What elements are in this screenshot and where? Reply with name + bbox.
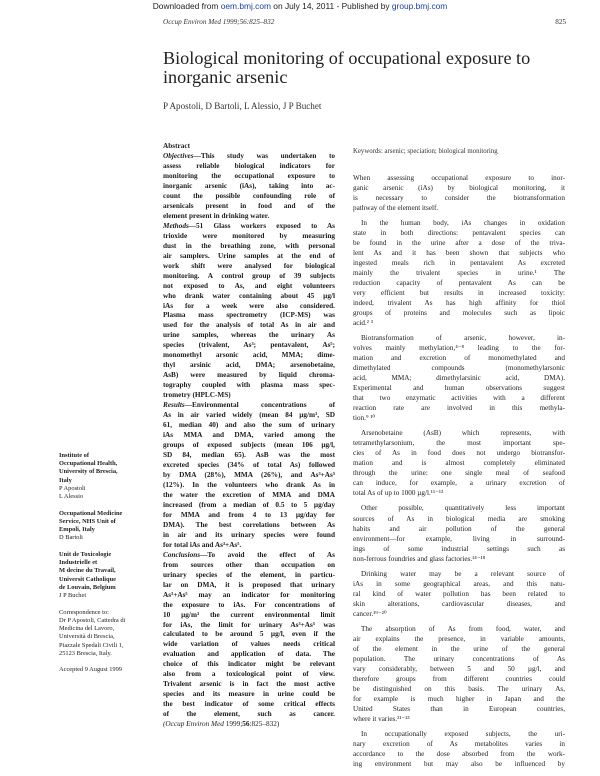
- abstract-line: [163, 292, 335, 302]
- abstract-line: [163, 451, 335, 461]
- download-banner: Downloaded from oem.bmj.com on July 14, 2011 - Published by group.bmj.com: [152, 1, 448, 11]
- abstract-line: [163, 222, 335, 232]
- affiliation-institution: Empoli, Italy: [59, 526, 95, 534]
- affiliation-block: [59, 666, 156, 674]
- affiliation-institution: Institute of: [59, 452, 89, 459]
- abstract-text: the best indicator of some critical effects: [163, 700, 335, 709]
- body-line: can induce, for example, a urinary excretion of: [353, 479, 565, 488]
- body-line: through the urine: one single meal of seafood: [353, 469, 565, 478]
- abstract-text: Trivalent arsenic is in fact the most active: [163, 680, 335, 689]
- affiliation-block: [59, 452, 156, 501]
- affiliation-institution: University of Brescia,: [59, 468, 118, 476]
- abstract-line: [163, 232, 335, 242]
- abstract-text: lar on DMA, it is proposed that urinary: [163, 580, 335, 589]
- abstract-text: work shift were analysed for biological: [163, 261, 335, 270]
- affiliation-text: Accepted 9 August 1999: [59, 666, 123, 674]
- affiliation-institution: Unit de Toxicologie: [59, 551, 112, 559]
- abstract-text: 10 µg/m³ the current environmental limit: [163, 610, 335, 619]
- abstract-text: —51 Glass workers exposed to As: [188, 221, 335, 230]
- abstract-text: calculated to be around 5 µg/l, even if the: [163, 630, 335, 639]
- affiliation-institution: de Louvain, Belgium: [59, 583, 116, 591]
- abstract-text: groups of exposed subjects (mean 106 µg/l,: [163, 441, 335, 450]
- abstract-text: 1999;: [223, 720, 243, 729]
- body-line: nary excretion of As metabolites varies in: [353, 739, 565, 748]
- body-line: be found in the urine after a dose of the triva-: [353, 239, 565, 248]
- abstract-line: [163, 321, 335, 331]
- abstract-line: [163, 441, 335, 451]
- abstract-text: choice of this indicator might be relevant: [163, 660, 335, 669]
- body-line: for example is much higher in Japan and the: [353, 694, 565, 703]
- abstract-text: assess reliable biological indicators for: [163, 161, 335, 170]
- affiliation-block: [59, 609, 156, 658]
- abstract-text: iAs MMA and DMA, varied among the: [163, 431, 335, 440]
- title-line: Biological monitoring of occupational exposure to: [163, 48, 531, 68]
- keywords: Keywords: arsenic; speciation; biological monitoring: [353, 148, 498, 155]
- body-line: environment—for example, living in surround-: [353, 534, 565, 543]
- affiliation-text: J P Buchet: [59, 592, 87, 600]
- abstract-text: for iAs, the limit for urinary As³+As⁵ was: [163, 620, 335, 629]
- affiliation-block: [59, 551, 156, 600]
- affiliations: [59, 452, 156, 683]
- abstract-line: [163, 660, 335, 670]
- page-number: 825: [555, 18, 566, 26]
- affiliation-text: Correspondence to:: [59, 608, 109, 616]
- abstract-text: thyl arsinic acid, DMA; arsenobetaine,: [163, 361, 335, 370]
- abstract-text: iAs for a week were also considered.: [163, 301, 335, 310]
- abstract-line: [163, 521, 335, 531]
- body-line: sources of As in biological media are smoking: [353, 514, 565, 523]
- affiliation-institution: Service, NHS Unit of: [59, 517, 116, 525]
- abstract-text: monitoring the occupational exposure to: [163, 171, 335, 180]
- body-line: ingested meals rich in pentavalent As excreted: [353, 259, 565, 268]
- abstract-text: tography coupled with plasma mass spec-: [163, 381, 335, 390]
- group-bmj-link[interactable]: group.bmj.com: [391, 1, 448, 11]
- body-line: iAs in some geographical areas, and this natu-: [353, 579, 565, 588]
- abstract-text: from sources other than occupation on: [163, 560, 335, 569]
- body-line: where it varies.²¹⁻²³: [353, 714, 410, 723]
- abstract-text: monitoring. A control group of 39 subjects: [163, 271, 335, 280]
- abstract-line: [163, 282, 335, 292]
- abstract-line: [163, 680, 335, 690]
- abstract: [163, 142, 335, 730]
- abstract-text: —This study was undertaken to: [193, 151, 335, 160]
- body-line: When assessing occupational exposure to inor-: [353, 174, 565, 182]
- affiliation-institution: Occupational Medicine: [59, 509, 123, 517]
- abstract-line: [163, 720, 335, 730]
- affiliation-text: Medicina del Lavoro,: [59, 625, 115, 633]
- body-line: reduction capacity of pentavalent As can be: [353, 279, 565, 288]
- abstract-text: (12%). In the volunteers who drank As in: [163, 480, 335, 489]
- affiliation-text: Piazzale Spedali Civili 1,: [59, 641, 124, 649]
- abstract-text: arsenicals present in food and of the: [163, 201, 335, 210]
- body-line: population. The urinary concentrations of As: [353, 654, 565, 663]
- abstract-line: [163, 471, 335, 481]
- abstract-line: [163, 341, 335, 351]
- body-line: acid.² ³: [353, 319, 373, 328]
- body-line: skin alterations, cardiovascular diseases, and: [353, 599, 565, 608]
- abstract-line: [163, 491, 335, 501]
- abstract-text: (Occup Environ Med: [163, 720, 224, 729]
- abstract-text: for MMA and from 4 to 13 µg/day for: [163, 510, 335, 519]
- body-line: mation and is almost completely eliminated: [353, 459, 565, 468]
- abstract-line: [163, 501, 335, 511]
- abstract-line: [163, 551, 335, 561]
- body-line: is necessary to consider the biotransformation: [353, 194, 565, 203]
- abstract-line: [163, 650, 335, 660]
- abstract-line: [163, 252, 335, 262]
- oem-link[interactable]: oem.bmj.com: [220, 1, 271, 11]
- abstract-text: —Environmental concentrations of: [184, 401, 335, 410]
- abstract-line: [163, 202, 335, 212]
- abstract-line: [163, 401, 335, 411]
- body-line: lent As and it has been shown that subjects who: [353, 249, 565, 258]
- body-text: [353, 173, 565, 769]
- abstract-line: [163, 511, 335, 521]
- affiliation-institution: Industrielle et: [59, 559, 98, 567]
- abstract-text: count the possible confounding role of: [163, 191, 335, 200]
- abstract-text: who drank water containing about 45 µg/l: [163, 291, 335, 300]
- abstract-line: [163, 630, 335, 640]
- abstract-line: [163, 700, 335, 710]
- abstract-body: [163, 152, 335, 730]
- body-line: total As of up to 1000 µg/l.¹¹⁻¹³: [353, 489, 444, 498]
- abstract-text: trioxide were monitored by measuring: [163, 231, 335, 240]
- abstract-text: evaluation and application of data. The: [163, 650, 335, 659]
- body-line: ing environment but may also be influenced by: [353, 759, 565, 768]
- abstract-line: [163, 381, 335, 391]
- abstract-line: [163, 640, 335, 650]
- body-line: ral kind of water pollution has been related to: [353, 589, 565, 598]
- affiliation-block: [59, 510, 156, 543]
- abstract-text: the exposure to iAs. For concentrations of: [163, 600, 335, 609]
- affiliation-institution: Occupational Health,: [59, 460, 118, 468]
- body-line: Arsenobetaine (AsB) which represents, with: [361, 429, 565, 438]
- body-line: groups of proteins and molecules such as lipoic: [353, 309, 565, 318]
- body-line: that two enzymatic activities with a different: [353, 394, 565, 403]
- body-line: non-ferrous foundries and glass factories.¹⁴⁻¹⁸: [353, 554, 486, 563]
- abstract-line: [163, 601, 335, 611]
- abstract-line: [163, 351, 335, 361]
- abstract-text: also from a toxicological point of view.: [163, 670, 335, 679]
- abstract-text: inorganic arsenic (iAs), taking into ac-: [163, 181, 335, 190]
- abstract-line: [163, 162, 335, 172]
- abstract-text: wide variation of values needs critical: [163, 640, 335, 649]
- abstract-line: [163, 581, 335, 591]
- body-line: tion.⁹ ¹⁰: [353, 414, 376, 423]
- abstract-line: [163, 431, 335, 441]
- body-line: dimethylated compounds (monomethylarsonic: [353, 364, 565, 373]
- abstract-text: 56: [242, 720, 250, 729]
- abstract-text: monomethyl arsonic acid, MMA; dime-: [163, 351, 335, 360]
- body-line: state in both directions: pentavalent species can: [353, 229, 565, 238]
- affiliation-institution: M decine du Travail,: [59, 567, 116, 575]
- author-list: P Apostoli, D Bartoli, L Alessio, J P Buchet: [163, 101, 322, 111]
- body-line: In the human body, iAs changes in oxidation: [361, 219, 565, 228]
- abstract-section-heading: Objectives: [163, 151, 194, 160]
- body-line: In occupationally exposed subjects, the uri-: [361, 729, 565, 738]
- body-line: vary considerably, between 5 and 50 µg/l, and: [353, 664, 565, 673]
- abstract-line: [163, 591, 335, 601]
- body-line: of the element in the urine of the general: [353, 644, 565, 653]
- affiliation-text: Dr P Apostoli, Cattedra di: [59, 616, 126, 624]
- abstract-line: [163, 411, 335, 421]
- abstract-text: SD 84, median 65). AsB was the most: [163, 451, 335, 460]
- abstract-line: [163, 710, 335, 720]
- abstract-line: [163, 331, 335, 341]
- abstract-line: [163, 611, 335, 621]
- body-line: United States than in European countries,: [353, 704, 565, 713]
- affiliation-text: D Bartoli: [59, 534, 83, 542]
- abstract-line: [163, 670, 335, 680]
- abstract-text: not exposed to As, and eight volunteers: [163, 281, 335, 290]
- body-line: Biotransformation of arsenic, however, in-: [361, 334, 565, 343]
- body-line: habits and air pollution of the general: [353, 524, 565, 533]
- body-line: mation and excretion of monomethylated and: [353, 354, 565, 363]
- affiliation-text: P Apostoli: [59, 484, 86, 492]
- body-line: mainly the trivalent species in urine.¹ The: [353, 269, 565, 278]
- abstract-text: of the element, such as cancer.: [163, 710, 335, 719]
- affiliation-text: 25123 Brescia, Italy.: [59, 649, 112, 657]
- body-line: therefore groups from different countries could: [353, 674, 565, 683]
- abstract-section-heading: Methods: [163, 221, 189, 230]
- abstract-heading: Abstract: [163, 142, 190, 150]
- affiliation-institution: Italy: [59, 476, 72, 484]
- body-line: cies of As in food does not undergo biotransfor-: [353, 449, 565, 458]
- abstract-text: trometry (HPLC-MS): [163, 391, 231, 400]
- body-line: The absorption of As from food, water, and: [361, 624, 565, 633]
- body-line: Drinking water may be a relevant source of: [361, 569, 565, 578]
- abstract-text: the water the excretion of MMA and DMA: [163, 490, 335, 499]
- abstract-text: AsB) were measured by liquid chroma-: [163, 371, 335, 380]
- body-line: Other possible, quantitatively less important: [361, 504, 565, 513]
- abstract-line: [163, 172, 335, 182]
- abstract-line: [163, 461, 335, 471]
- body-line: ings of some industrial settings such as: [353, 544, 565, 553]
- abstract-text: in air and its urinary species were found: [163, 530, 335, 539]
- abstract-text: species and its measure in urine could be: [163, 690, 335, 699]
- abstract-line: [163, 561, 335, 571]
- abstract-text: element present in drinking water.: [163, 211, 270, 220]
- abstract-section-heading: Results: [163, 401, 185, 410]
- abstract-text: As³+As⁵ may an indicator for monitoring: [163, 590, 335, 599]
- body-line: acid, MMA; dimethylarsinic acid, DMA).: [353, 374, 565, 383]
- abstract-line: [163, 371, 335, 381]
- body-line: accordance to the dose absorbed from the work-: [353, 749, 565, 758]
- article-title: [163, 49, 563, 87]
- abstract-line: [163, 212, 335, 222]
- affiliation-institution: Universit Catholique: [59, 575, 116, 583]
- abstract-text: :825–832): [249, 720, 280, 729]
- abstract-line: [163, 152, 335, 162]
- abstract-text: As in air varied widely (mean 84 µg/m³, SD: [163, 411, 335, 420]
- abstract-text: used for the analysis of total As in air and: [163, 321, 335, 330]
- abstract-text: urinary species of the element, in particu-: [163, 570, 335, 579]
- abstract-text: for total iAs and As³+As⁵.: [163, 540, 242, 549]
- body-line: cancer.¹⁹⁻²⁰: [353, 609, 387, 618]
- abstract-line: [163, 242, 335, 252]
- affiliation-text: Università di Brescia,: [59, 633, 115, 641]
- affiliation-text: L Alessio: [59, 493, 84, 501]
- abstract-text: —To avoid the effect of As: [200, 550, 335, 559]
- abstract-text: excreted species (34% of total As) followed: [163, 461, 335, 469]
- abstract-line: [163, 421, 335, 431]
- abstract-line: [163, 391, 335, 401]
- title-line: inorganic arsenic: [163, 67, 288, 87]
- abstract-text: urine samples, whereas the urinary As: [163, 331, 335, 340]
- body-line: tetramethylarsonium, the most important spe-: [353, 439, 565, 448]
- abstract-line: [163, 302, 335, 312]
- abstract-line: [163, 571, 335, 581]
- body-line: reaction rate are involved in this methyla-: [353, 404, 565, 413]
- body-line: pathway of the element itself.: [353, 204, 439, 213]
- abstract-text: 61, median 40) and also the sum of urinary: [163, 421, 335, 430]
- abstract-text: Plasma mass spectrometry (ICP-MS) was: [163, 311, 335, 320]
- abstract-text: species (trivalent, As³; pentavalent, As⁵;: [163, 341, 335, 350]
- body-line: ganic arsenic (iAs) by biological monitoring, it: [353, 184, 565, 193]
- body-line: Experimental and human observations suggest: [353, 384, 565, 393]
- abstract-line: [163, 361, 335, 371]
- abstract-line: [163, 192, 335, 202]
- abstract-line: [163, 481, 335, 491]
- abstract-text: dust in the breathing zone, with personal: [163, 241, 335, 250]
- abstract-line: [163, 541, 335, 551]
- abstract-line: [163, 531, 335, 541]
- abstract-line: [163, 262, 335, 272]
- abstract-text: air samplers. Urine samples at the end of: [163, 251, 335, 260]
- abstract-text: increased (from a median of 0.5 to 5 µg/day: [163, 500, 335, 509]
- body-line: air explains the presence, in variable amounts,: [353, 634, 565, 643]
- body-line: very efficient but results in increased toxicity:: [353, 289, 565, 298]
- abstract-text: by DMA (28%), MMA (26%), and As³+As⁵: [163, 470, 335, 479]
- abstract-line: [163, 272, 335, 282]
- abstract-text: DMA). The best correlations between As: [163, 520, 335, 529]
- abstract-line: [163, 182, 335, 192]
- abstract-line: [163, 621, 335, 631]
- abstract-line: [163, 690, 335, 700]
- running-head: Occup Environ Med 1999;56:825–832: [163, 18, 275, 26]
- abstract-line: [163, 311, 335, 321]
- body-line: indeed, trivalent As has high affinity for thiol: [353, 299, 565, 308]
- body-line: volves mainly methylation,⁴⁻⁸ leading to the for-: [353, 344, 565, 353]
- abstract-section-heading: Conclusions: [163, 550, 201, 559]
- body-line: be distinguished on this basis. The urinary As,: [353, 684, 565, 693]
